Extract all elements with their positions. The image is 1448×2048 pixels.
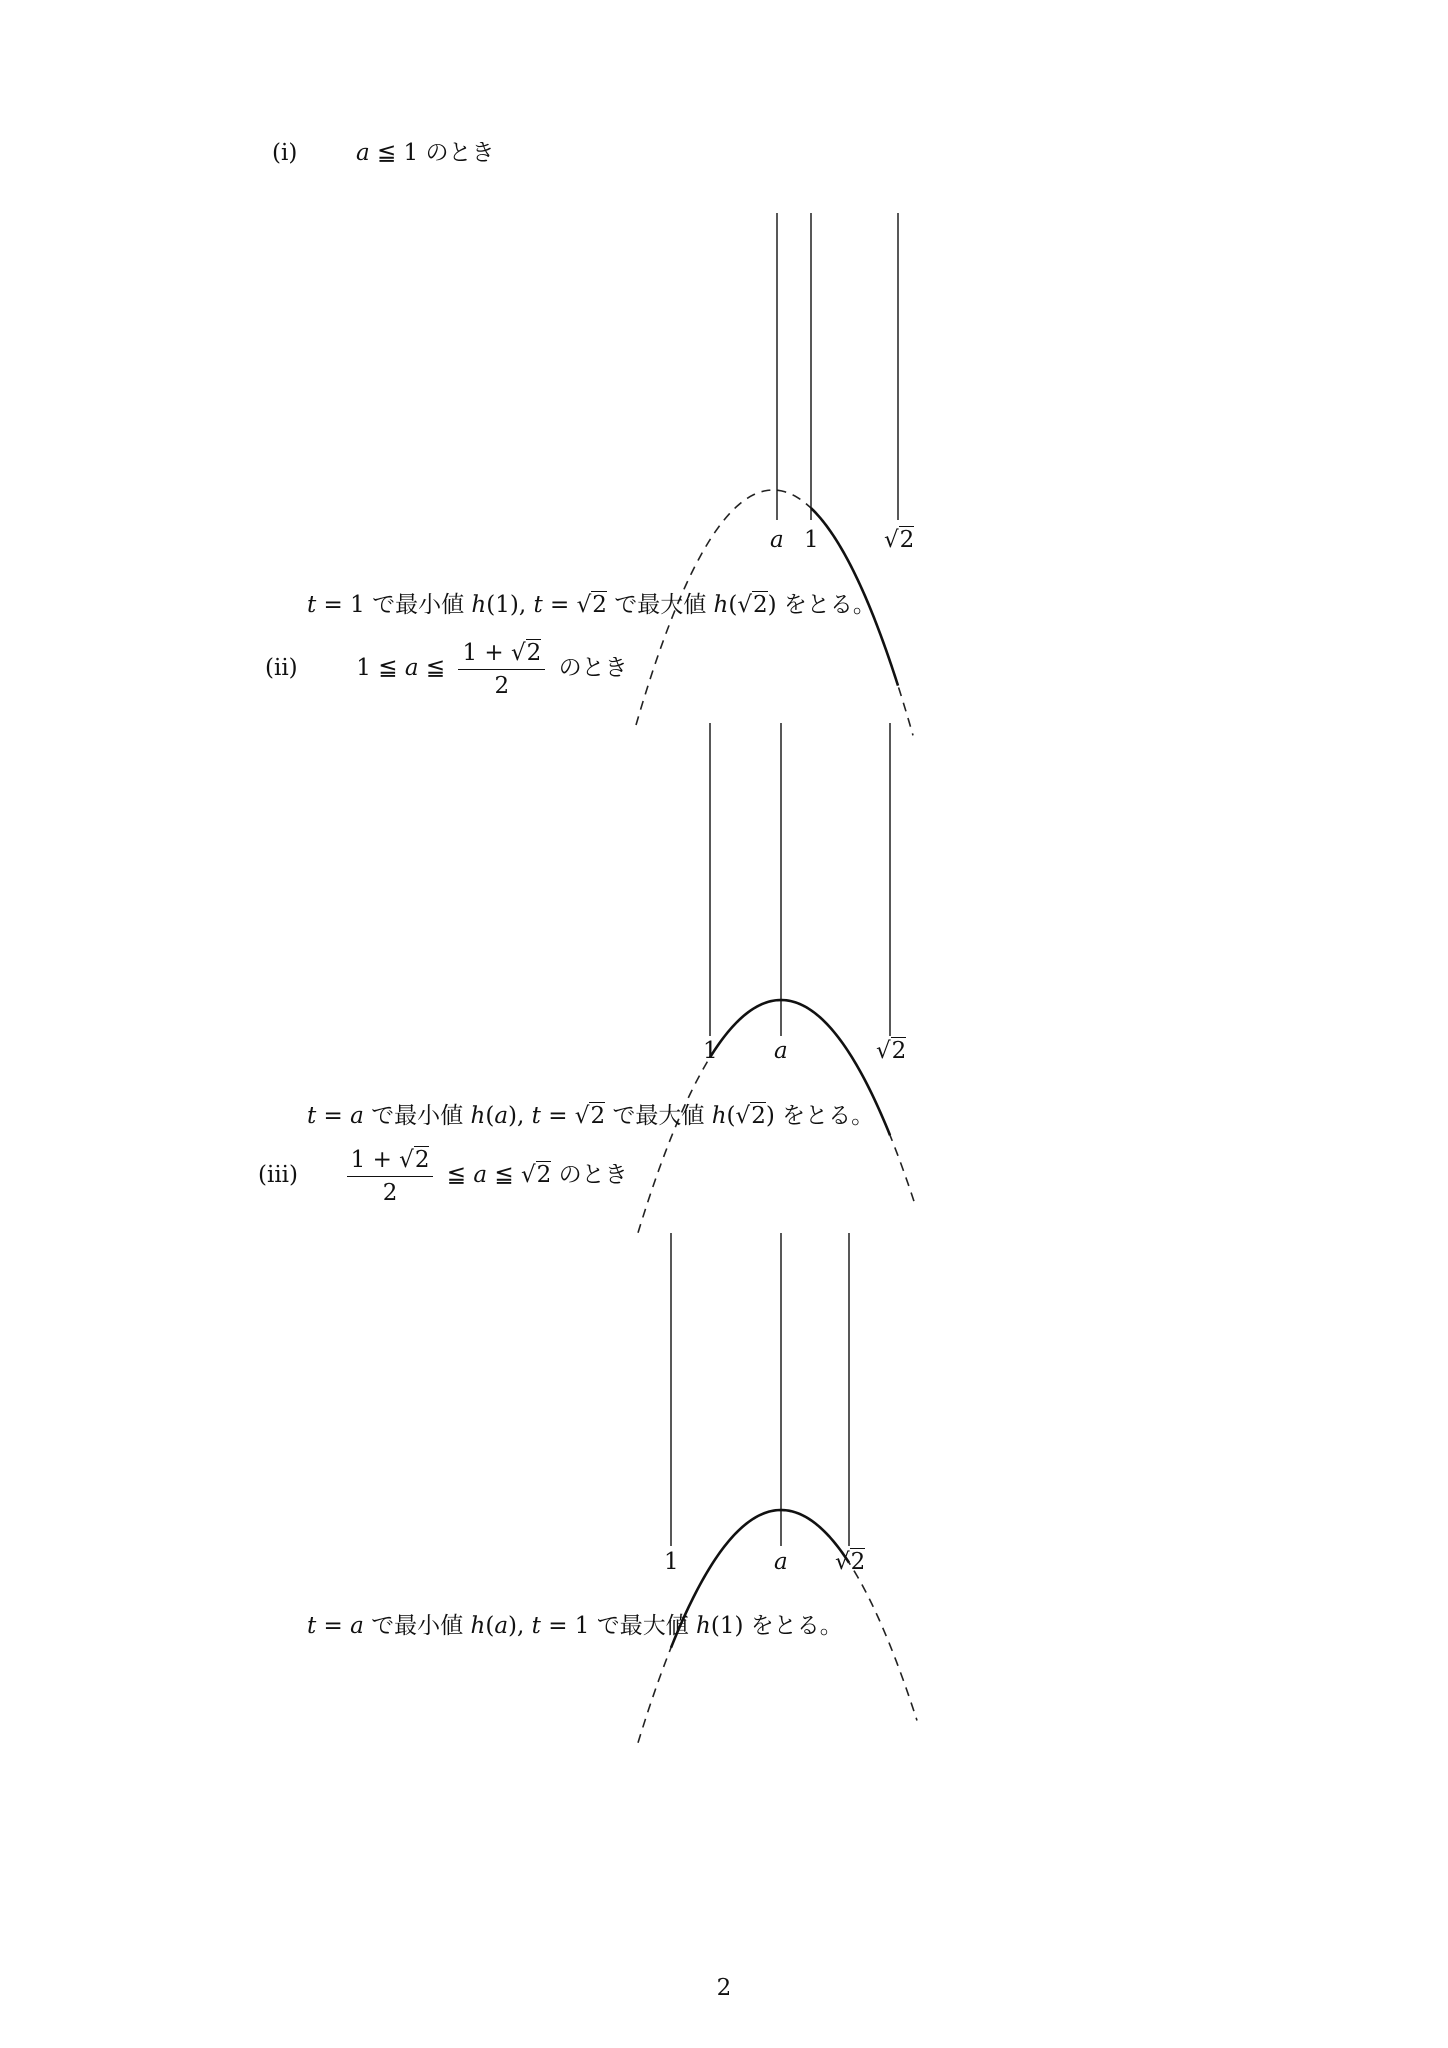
case-ii-result: t = a で最小値 h(a), t = √2 で最大値 h(√2) をとる。 — [307, 1103, 875, 1129]
case-ii-var: a — [404, 655, 419, 681]
sqrt-symbol: √ — [835, 1549, 850, 1575]
sqrt-symbol: √ — [876, 1038, 891, 1064]
case-iii-result: t = a で最小値 h(a), t = 1 で最大値 h(1) をとる。 — [307, 1613, 843, 1639]
graph-ii-label-right: √2 — [876, 1038, 907, 1064]
graph-i-label-right: √2 — [884, 527, 915, 553]
case-i-result: t = 1 で最小値 h(1), t = √2 で最大値 h(√2) をとる。 — [307, 592, 876, 618]
graph-iii-label-right: √2 — [835, 1549, 866, 1575]
case-iii-heading: (iii) $\frac{1 + √2}{2}$ ≦ a ≦ √2 のとき — [258, 1146, 628, 1206]
sqrt-symbol: √ — [884, 527, 899, 553]
case-iii-fraction: $\frac{1 + √2}{2}$ — [347, 1146, 434, 1207]
case-ii-heading: (ii) 1 ≦ a ≦ $\frac{1 + √2}{2}$ のとき — [265, 639, 628, 699]
page-number: 2 — [716, 1975, 732, 2001]
graph-i-label-left: a — [770, 527, 784, 553]
case-iii-number: (iii) — [258, 1162, 299, 1188]
graph-ii-label-mid: a — [774, 1038, 788, 1064]
case-i-number: (i) — [272, 140, 298, 166]
case-ii-fraction: $\frac{1 + √2}{2}$ — [458, 639, 545, 700]
graph-iii-label-mid: a — [774, 1549, 788, 1575]
graph-iii-label-left: 1 — [664, 1549, 679, 1575]
case-ii-number: (ii) — [265, 655, 298, 681]
case-iii-var: a — [473, 1162, 488, 1188]
graph-i-label-mid: 1 — [804, 527, 819, 553]
case-i-condition: ≦ 1 のとき — [369, 140, 495, 166]
graph-ii-label-left: 1 — [703, 1038, 718, 1064]
case-i-var: a — [355, 140, 370, 166]
